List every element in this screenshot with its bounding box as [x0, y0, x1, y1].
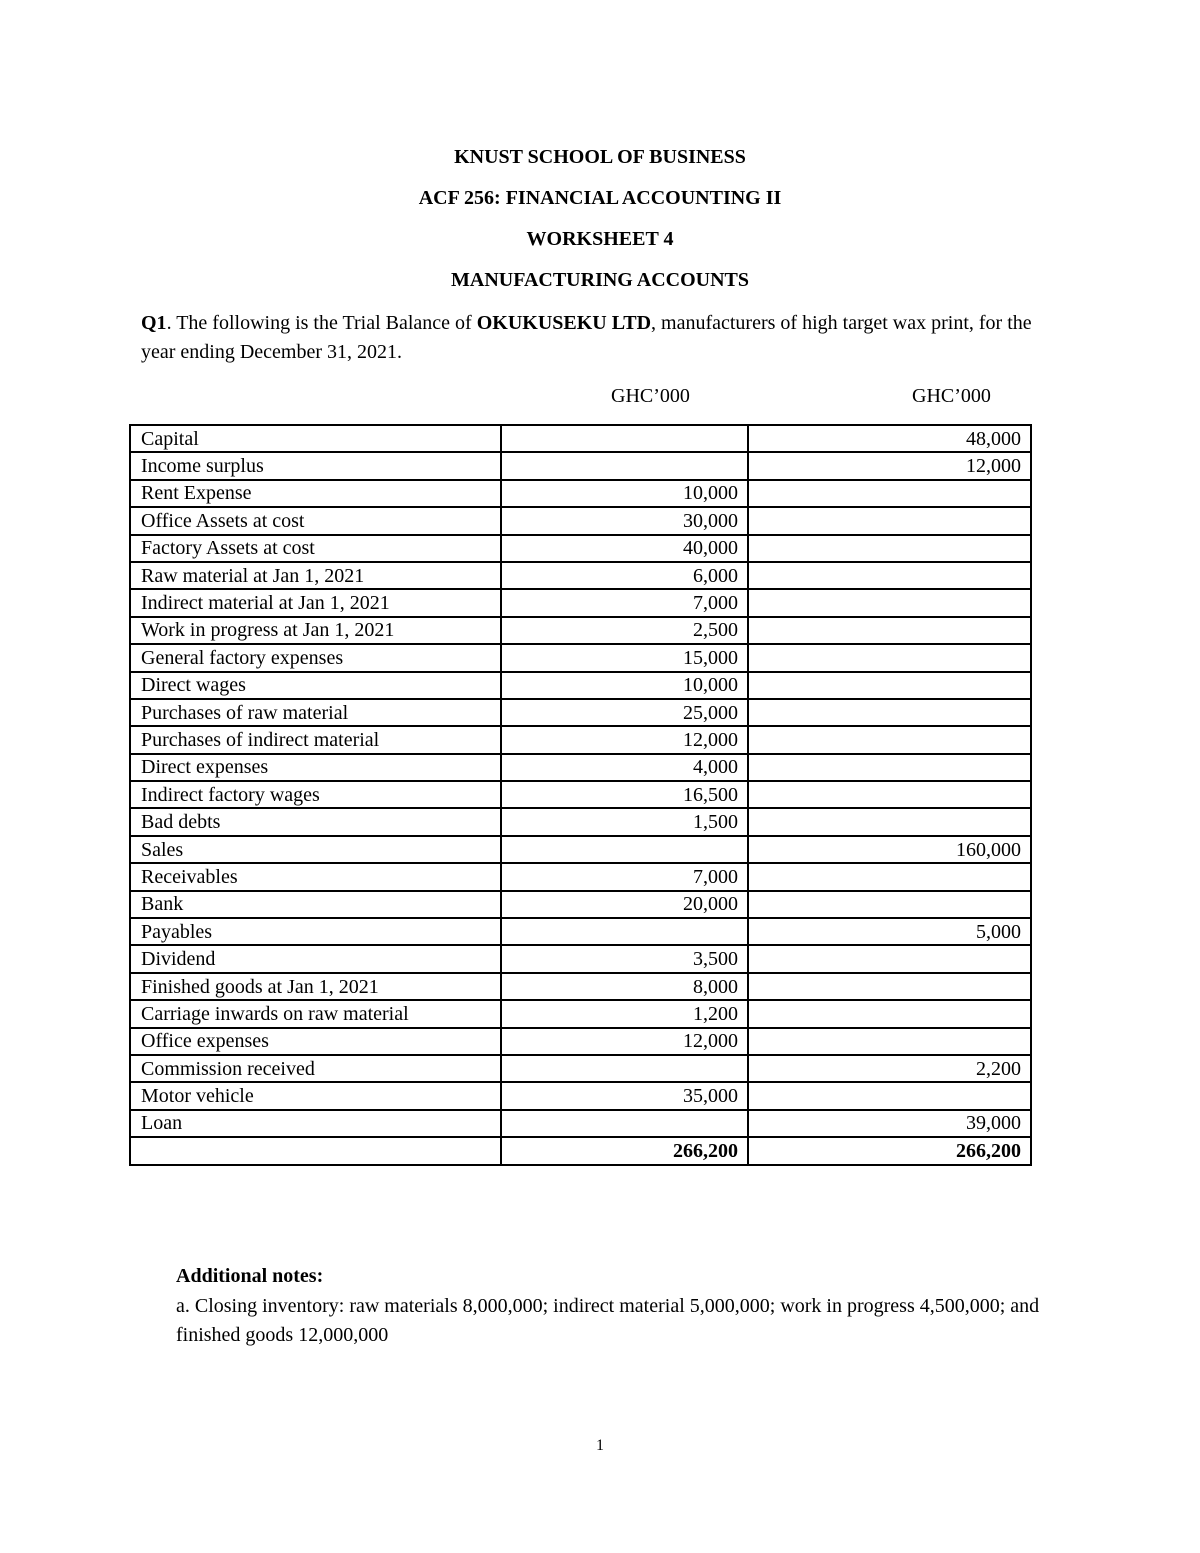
credit-cell — [748, 808, 1031, 835]
account-cell: Direct wages — [130, 672, 501, 699]
credit-cell — [748, 535, 1031, 562]
table-row — [130, 535, 1031, 562]
account-cell: Indirect factory wages — [130, 781, 501, 808]
debit-cell: 30,000 — [501, 507, 748, 534]
credit-cell — [748, 945, 1031, 972]
table-row — [130, 863, 1031, 890]
table-row — [130, 617, 1031, 644]
table-row — [130, 781, 1031, 808]
table-row — [130, 891, 1031, 918]
debit-cell: 40,000 — [501, 535, 748, 562]
credit-cell — [748, 672, 1031, 699]
table-row — [130, 836, 1031, 863]
trial-balance-body — [130, 425, 1031, 1165]
account-cell: Dividend — [130, 945, 501, 972]
table-row — [130, 1110, 1031, 1137]
credit-cell — [748, 891, 1031, 918]
account-cell: Purchases of indirect material — [130, 726, 501, 753]
table-row — [130, 808, 1031, 835]
account-cell: Factory Assets at cost — [130, 535, 501, 562]
debit-cell: 10,000 — [501, 672, 748, 699]
account-cell: Bank — [130, 891, 501, 918]
debit-cell: 16,500 — [501, 781, 748, 808]
debit-cell: 7,000 — [501, 863, 748, 890]
topic-heading: MANUFACTURING ACCOUNTS — [451, 269, 749, 291]
table-row — [130, 1028, 1031, 1055]
debit-cell — [501, 918, 748, 945]
table-row — [130, 452, 1031, 479]
debit-cell: 4,000 — [501, 754, 748, 781]
table-row — [130, 973, 1031, 1000]
total-label-cell — [130, 1137, 501, 1164]
account-cell: Office expenses — [130, 1028, 501, 1055]
total-row — [130, 1137, 1031, 1164]
credit-cell: 39,000 — [748, 1110, 1031, 1137]
credit-cell — [748, 480, 1031, 507]
debit-cell: 35,000 — [501, 1082, 748, 1109]
credit-cell — [748, 863, 1031, 890]
account-cell: Carriage inwards on raw material — [130, 1000, 501, 1027]
table-row — [130, 507, 1031, 534]
table-row — [130, 425, 1031, 452]
table-row — [130, 1055, 1031, 1082]
debit-cell: 10,000 — [501, 480, 748, 507]
credit-cell: 2,200 — [748, 1055, 1031, 1082]
school-heading: KNUST SCHOOL OF BUSINESS — [454, 146, 746, 168]
table-row — [130, 699, 1031, 726]
credit-cell: 48,000 — [748, 425, 1031, 452]
account-cell: Rent Expense — [130, 480, 501, 507]
total-credit-cell: 266,200 — [748, 1137, 1031, 1164]
debit-cell: 6,000 — [501, 562, 748, 589]
account-cell: Purchases of raw material — [130, 699, 501, 726]
account-cell: Income surplus — [130, 452, 501, 479]
account-cell: Work in progress at Jan 1, 2021 — [130, 617, 501, 644]
credit-cell — [748, 562, 1031, 589]
debit-cell: 20,000 — [501, 891, 748, 918]
credit-cell — [748, 1082, 1031, 1109]
table-row — [130, 672, 1031, 699]
account-cell: Office Assets at cost — [130, 507, 501, 534]
credit-cell: 160,000 — [748, 836, 1031, 863]
table-row — [130, 589, 1031, 616]
account-cell: Sales — [130, 836, 501, 863]
debit-cell: 1,200 — [501, 1000, 748, 1027]
credit-cell — [748, 781, 1031, 808]
debit-cell: 15,000 — [501, 644, 748, 671]
table-row — [130, 1000, 1031, 1027]
table-row — [130, 945, 1031, 972]
debit-cell: 12,000 — [501, 1028, 748, 1055]
table-row — [130, 562, 1031, 589]
trial-balance-table — [129, 424, 1032, 1166]
debit-cell — [501, 1110, 748, 1137]
account-cell: Loan — [130, 1110, 501, 1137]
question-intro — [141, 309, 1071, 367]
account-cell: General factory expenses — [130, 644, 501, 671]
credit-cell — [748, 507, 1031, 534]
credit-cell — [748, 644, 1031, 671]
worksheet-heading: WORKSHEET 4 — [526, 228, 674, 250]
account-cell: Capital — [130, 425, 501, 452]
debit-cell: 2,500 — [501, 617, 748, 644]
notes-list — [176, 1292, 1076, 1350]
debit-cell: 8,000 — [501, 973, 748, 1000]
account-cell: Motor vehicle — [130, 1082, 501, 1109]
account-cell: Raw material at Jan 1, 2021 — [130, 562, 501, 589]
table-row — [130, 726, 1031, 753]
table-row — [130, 480, 1031, 507]
account-cell: Direct expenses — [130, 754, 501, 781]
table-row — [130, 644, 1031, 671]
question-text-before: . The following is the Trial Balance of — [166, 312, 477, 334]
debit-cell — [501, 836, 748, 863]
table-row — [130, 754, 1031, 781]
account-cell: Indirect material at Jan 1, 2021 — [130, 589, 501, 616]
question-text-after: , manufacturers of high target wax print, for the year ending December 31, 2021. — [141, 312, 1032, 363]
account-cell: Receivables — [130, 863, 501, 890]
note-item: a. Closing inventory: raw materials 8,000,000; indirect material 5,000,000; work in progress 4,500,000; and finished goods 12,000,000 — [176, 1295, 1040, 1346]
debit-cell — [501, 452, 748, 479]
credit-cell — [748, 726, 1031, 753]
credit-cell: 12,000 — [748, 452, 1031, 479]
credit-cell — [748, 1000, 1031, 1027]
question-label: Q1 — [141, 312, 167, 334]
credit-cell — [748, 973, 1031, 1000]
account-cell: Payables — [130, 918, 501, 945]
account-cell: Commission received — [130, 1055, 501, 1082]
debit-cell: 12,000 — [501, 726, 748, 753]
total-debit-cell: 266,200 — [501, 1137, 748, 1164]
table-row — [130, 1082, 1031, 1109]
credit-cell — [748, 617, 1031, 644]
debit-cell: 7,000 — [501, 589, 748, 616]
debit-cell: 25,000 — [501, 699, 748, 726]
notes-title: Additional notes: — [176, 1265, 324, 1287]
credit-cell — [748, 699, 1031, 726]
course-heading: ACF 256: FINANCIAL ACCOUNTING II — [418, 187, 782, 209]
credit-cell: 5,000 — [748, 918, 1031, 945]
account-cell: Bad debts — [130, 808, 501, 835]
account-cell: Finished goods at Jan 1, 2021 — [130, 973, 501, 1000]
credit-column-header: GHC’000 — [912, 385, 991, 407]
debit-cell — [501, 425, 748, 452]
debit-column-header: GHC’000 — [611, 385, 690, 407]
credit-cell — [748, 1028, 1031, 1055]
debit-cell: 1,500 — [501, 808, 748, 835]
debit-cell — [501, 1055, 748, 1082]
credit-cell — [748, 589, 1031, 616]
table-row — [130, 918, 1031, 945]
company-name: OKUKUSEKU LTD — [476, 312, 652, 334]
credit-cell — [748, 754, 1031, 781]
debit-cell: 3,500 — [501, 945, 748, 972]
page-number: 1 — [596, 1437, 604, 1454]
